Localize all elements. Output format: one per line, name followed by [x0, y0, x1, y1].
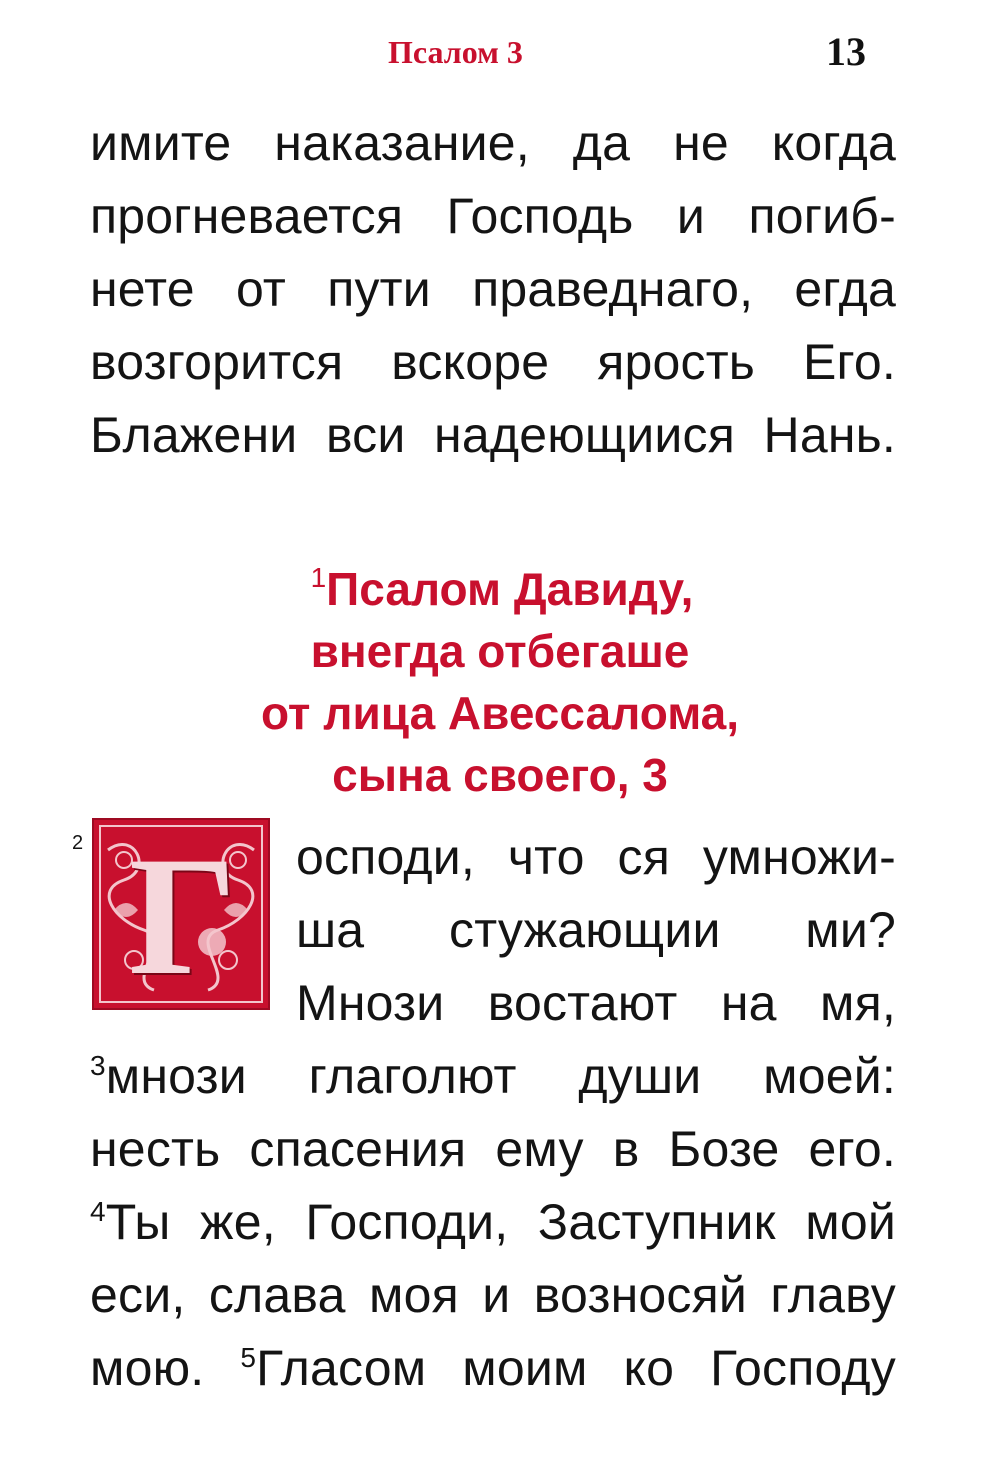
verse-number: 5 — [240, 1342, 257, 1373]
text-line: ша стужающии ми? — [296, 902, 896, 958]
text-line: Блажени вси надеющиися Нань. — [90, 407, 896, 463]
text-line: прогневается Господь и погиб- — [90, 188, 896, 244]
heading-line — [0, 558, 1000, 620]
text-line — [90, 1259, 896, 1332]
heading-line: внегда отбегаше — [310, 625, 690, 677]
body-text-block — [90, 1040, 896, 1405]
text-line: Мнози востают на мя, — [296, 975, 896, 1031]
verse-number: 4 — [90, 1196, 106, 1227]
page-number: 13 — [826, 29, 866, 74]
line-text: Гласом моим ко Господу — [256, 1340, 896, 1396]
verse-number: 2 — [72, 832, 84, 854]
top-text-block — [90, 107, 896, 472]
line-text: несть спасения ему в Бозе его. — [90, 1121, 896, 1177]
wrapped-text-block — [296, 821, 896, 1040]
initial-letter: Г — [128, 822, 238, 1010]
line-text: Ты же, Господи, Заступник мой — [105, 1194, 896, 1250]
text-line: осподи, что ся умножи- — [296, 829, 896, 885]
heading-line: сына своего, 3 — [332, 749, 668, 801]
line-text: мнози глаголют души моей: — [105, 1048, 896, 1104]
text-line — [90, 1332, 896, 1405]
heading-line: от лица Авессалома, — [260, 687, 740, 739]
line-text: мою. — [90, 1340, 205, 1396]
text-line — [90, 1186, 896, 1259]
text-line: имите наказание, да не когда — [90, 115, 896, 171]
verse-number: 3 — [90, 1050, 106, 1081]
text-line: нете от пути праведнаго, егда — [90, 261, 896, 317]
heading-text: Псалом Давиду, — [326, 563, 694, 615]
running-head — [0, 28, 1000, 78]
text-line — [90, 1113, 896, 1186]
text-line — [90, 1040, 896, 1113]
decorated-initial — [92, 818, 270, 1010]
text-line: возгорится вскоре ярость Его. — [90, 334, 896, 390]
verse-number: 1 — [310, 562, 327, 593]
line-text: еси, слава моя и возносяй главу — [90, 1267, 896, 1323]
psalm-heading — [0, 558, 1000, 806]
running-title: Псалом 3 — [388, 34, 523, 70]
